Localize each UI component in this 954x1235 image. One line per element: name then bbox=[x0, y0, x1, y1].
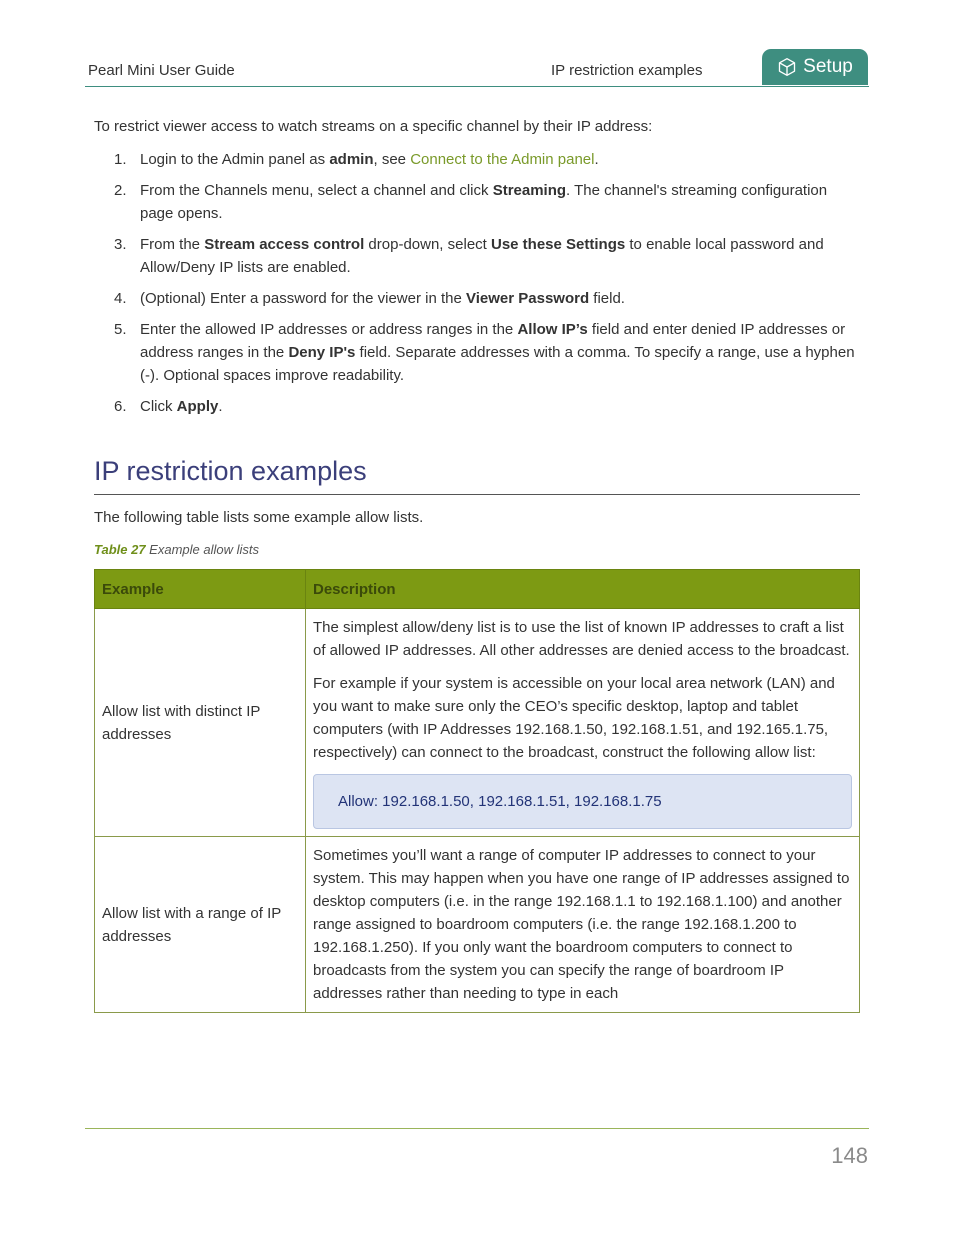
step-text: (Optional) Enter a password for the viewer in the bbox=[140, 290, 466, 307]
running-section-title: IP restriction examples bbox=[551, 62, 703, 79]
step-text: From the Channels menu, select a channel and click bbox=[140, 182, 493, 199]
step-text: field. Separate addresses with a comma. To specify a range, use a hyphen (-). Optional spaces improve readability. bbox=[140, 344, 855, 384]
step-3 bbox=[94, 233, 864, 279]
step-text: . The channel's streaming configuration page opens. bbox=[140, 182, 828, 222]
section-heading: IP restriction examples bbox=[94, 456, 367, 486]
step-number: 6. bbox=[114, 398, 127, 415]
step-5 bbox=[94, 318, 864, 387]
column-header-description: Description bbox=[306, 570, 860, 609]
step-bold: Apply bbox=[176, 398, 219, 415]
step-bold: Stream access control bbox=[204, 236, 365, 253]
step-text: From the bbox=[140, 236, 205, 253]
heading-divider bbox=[94, 494, 860, 495]
setup-tab-label: Setup bbox=[803, 56, 853, 77]
table-intro-text: The following table lists some example allow lists. bbox=[94, 509, 424, 526]
step-bold: Viewer Password bbox=[466, 290, 590, 307]
column-header-example: Example bbox=[95, 570, 306, 609]
description-paragraph: The simplest allow/deny list is to use the list of known IP addresses to craft a list of allowed IP addresses. All other addresses are denied access to the broadcast. bbox=[313, 619, 850, 659]
intro-text: To restrict viewer access to watch streams on a specific channel by their IP address: bbox=[94, 118, 653, 135]
step-number: 4. bbox=[114, 290, 127, 307]
table-caption bbox=[94, 542, 259, 557]
setup-tab[interactable] bbox=[762, 49, 868, 85]
step-text: , see bbox=[373, 151, 411, 168]
step-text: field. bbox=[589, 290, 625, 307]
description-cell bbox=[306, 837, 860, 1013]
step-text: . bbox=[594, 151, 599, 168]
table-caption-number: Table 27 bbox=[94, 542, 146, 557]
step-1 bbox=[94, 148, 864, 171]
steps-list bbox=[94, 148, 864, 426]
admin-panel-link[interactable]: Connect to the Admin panel bbox=[410, 151, 595, 168]
description-paragraph: Sometimes you’ll want a range of computer IP addresses to connect to your system. This may happen when you have one range of IP addresses assigned to desktop computers (i.e. in the range 192.168.1.1 to 192.168.1.100) and another range assigned to boardroom computers (i.e. the range 192.168.1.200 to 192.168.1.250). If you only want the boardroom computers to connect to broadcasts from the system you can specify the range of boardroom IP addresses rather than needing to type in each bbox=[313, 847, 850, 1002]
step-bold: Deny IP's bbox=[288, 344, 356, 361]
step-text: drop-down, select bbox=[364, 236, 491, 253]
step-4 bbox=[94, 287, 864, 310]
step-text: . bbox=[218, 398, 223, 415]
step-6 bbox=[94, 395, 864, 418]
allow-lists-table bbox=[94, 569, 860, 1013]
table-header-row bbox=[95, 570, 860, 609]
example-cell: Allow list with distinct IP addresses bbox=[95, 609, 306, 837]
step-text: Enter the allowed IP addresses or address ranges in the bbox=[140, 321, 518, 338]
step-bold: Streaming bbox=[492, 182, 567, 199]
page-number: 148 bbox=[831, 1143, 868, 1168]
step-text: Click bbox=[140, 398, 177, 415]
table-row bbox=[95, 609, 860, 837]
cube-icon bbox=[777, 57, 797, 77]
step-text: field and enter denied IP addresses or address ranges in the bbox=[140, 321, 846, 361]
document-title: Pearl Mini User Guide bbox=[88, 62, 235, 79]
step-bold: Allow IP’s bbox=[517, 321, 588, 338]
example-cell: Allow list with a range of IP addresses bbox=[95, 837, 306, 1013]
description-cell bbox=[306, 609, 860, 837]
allow-list-code-block: Allow: 192.168.1.50, 192.168.1.51, 192.168.1.75 bbox=[313, 774, 852, 829]
description-paragraph: For example if your system is accessible on your local area network (LAN) and you want to make sure only the CEO’s specific desktop, laptop and tablet computers (with IP Addresses 192.168.1.50, 192.168.1.51, and 192.165.1.75, respectively) can connect to the broadcast, construct the following allow list: bbox=[313, 675, 835, 761]
step-text: to enable local password and Allow/Deny IP lists are enabled. bbox=[140, 236, 824, 276]
step-bold: admin bbox=[329, 151, 374, 168]
table-caption-text: Example allow lists bbox=[149, 542, 259, 557]
step-text: Login to the Admin panel as bbox=[140, 151, 330, 168]
header-divider bbox=[85, 86, 869, 87]
table-row bbox=[95, 837, 860, 1013]
step-number: 5. bbox=[114, 321, 127, 338]
step-number: 1. bbox=[114, 151, 127, 168]
step-2 bbox=[94, 179, 864, 225]
footer-divider bbox=[85, 1128, 869, 1129]
step-number: 3. bbox=[114, 236, 127, 253]
step-bold: Use these Settings bbox=[491, 236, 626, 253]
step-number: 2. bbox=[114, 182, 127, 199]
